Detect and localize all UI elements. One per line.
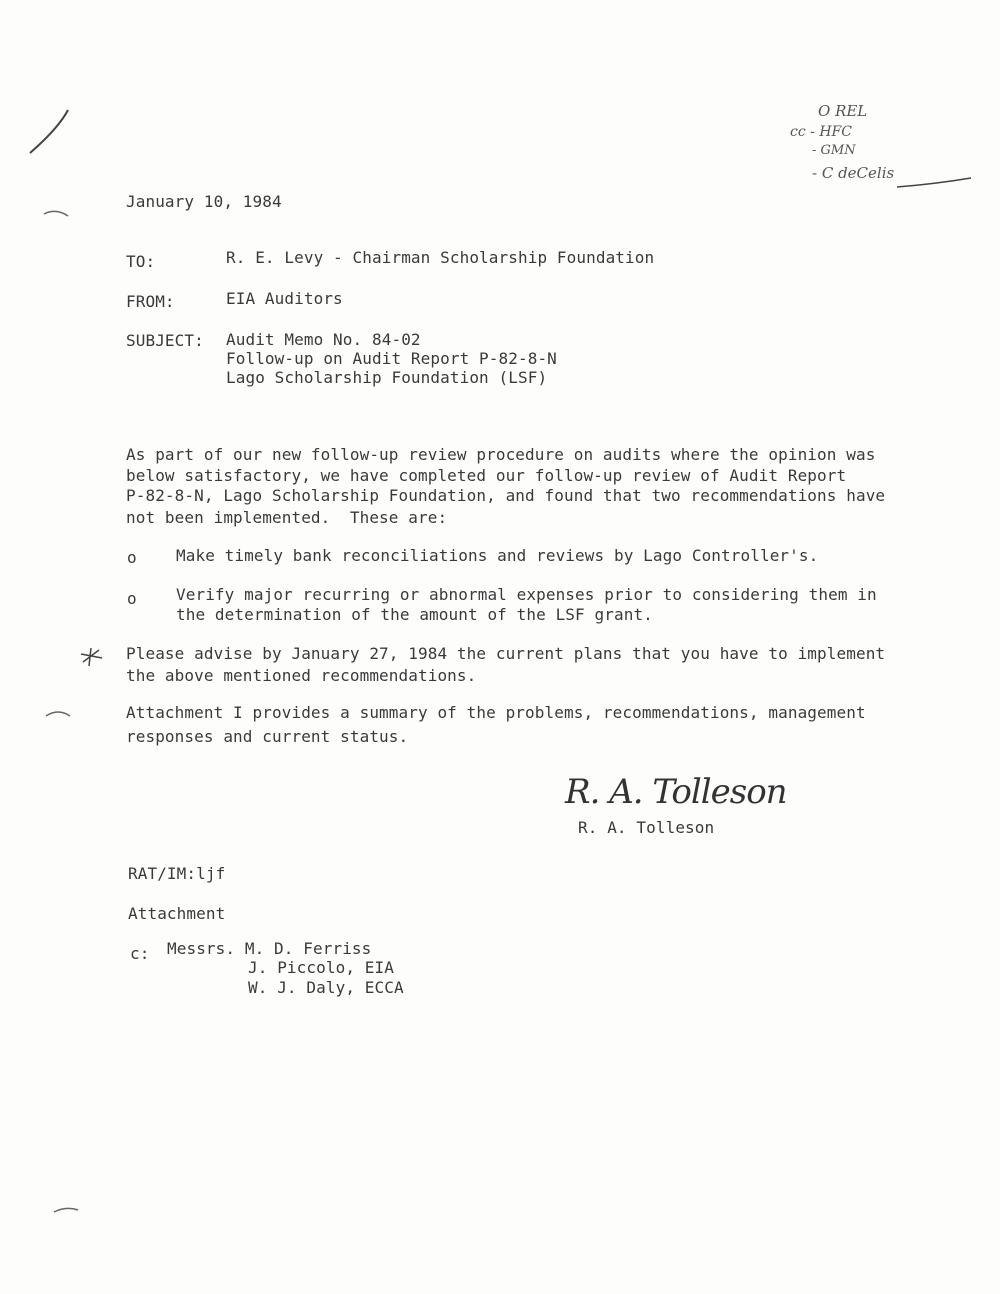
from-label: FROM: <box>126 292 175 311</box>
subject-label: SUBJECT: <box>126 331 204 350</box>
paragraph-1-line-3: P-82-8-N, Lago Scholarship Foundation, and found that two recommendations have <box>126 486 886 505</box>
handwritten-signature: R. A. Tolleson <box>565 772 787 812</box>
bullet-item-2-line-2: the determination of the amount of the LSF grant. <box>176 605 653 624</box>
hole-punch-mark <box>44 702 74 732</box>
paragraph-3-line-1: Attachment I provides a summary of the problems, recommendations, management <box>126 703 866 722</box>
typed-signatory-name: R. A. Tolleson <box>578 818 715 837</box>
bullet-marker: o <box>127 589 137 608</box>
from-value: EIA Auditors <box>226 289 343 308</box>
subject-line-1: Audit Memo No. 84-02 <box>226 330 421 349</box>
cc-line-2: J. Piccolo, EIA <box>248 958 394 977</box>
hole-punch-mark <box>42 200 72 240</box>
paragraph-1-line-2: below satisfactory, we have completed our follow-up review of Audit Report <box>126 466 847 485</box>
hole-punch-mark <box>52 1200 82 1220</box>
to-label: TO: <box>126 252 156 271</box>
cc-label: c: <box>130 944 150 963</box>
handwritten-note-rel: O REL <box>818 102 868 120</box>
reference-initials: RAT/IM:ljf <box>128 864 226 883</box>
handwritten-note-gmn: - GMN <box>812 143 856 158</box>
memo-date: January 10, 1984 <box>126 192 282 211</box>
subject-line-3: Lago Scholarship Foundation (LSF) <box>226 368 548 387</box>
paragraph-1-line-1: As part of our new follow-up review procedure on audits where the opinion was <box>126 445 876 464</box>
handwritten-asterisk-icon <box>78 646 104 668</box>
paragraph-2-line-1: Please advise by January 27, 1984 the current plans that you have to implement <box>126 644 886 663</box>
paragraph-1-line-4: not been implemented. These are: <box>126 508 448 527</box>
paragraph-2-line-2: the above mentioned recommendations. <box>126 666 477 685</box>
cc-line-3: W. J. Daly, ECCA <box>248 978 404 997</box>
to-value: R. E. Levy - Chairman Scholarship Foundation <box>226 248 655 267</box>
cc-line-1: Messrs. M. D. Ferriss <box>167 939 372 958</box>
handwritten-note-cdecelis: - C deCelis <box>812 164 895 182</box>
paragraph-3-line-2: responses and current status. <box>126 727 409 746</box>
handwritten-underline <box>895 172 975 192</box>
bullet-item-2-line-1: Verify major recurring or abnormal expenses prior to considering them in <box>176 585 877 604</box>
margin-pen-stroke <box>20 105 80 165</box>
attachment-note: Attachment <box>128 904 226 923</box>
bullet-marker: o <box>127 548 137 567</box>
subject-line-2: Follow-up on Audit Report P-82-8-N <box>226 349 557 368</box>
bullet-item-1: Make timely bank reconciliations and reviews by Lago Controller's. <box>176 546 819 565</box>
handwritten-note-cc-hfc: cc - HFC <box>790 124 852 140</box>
